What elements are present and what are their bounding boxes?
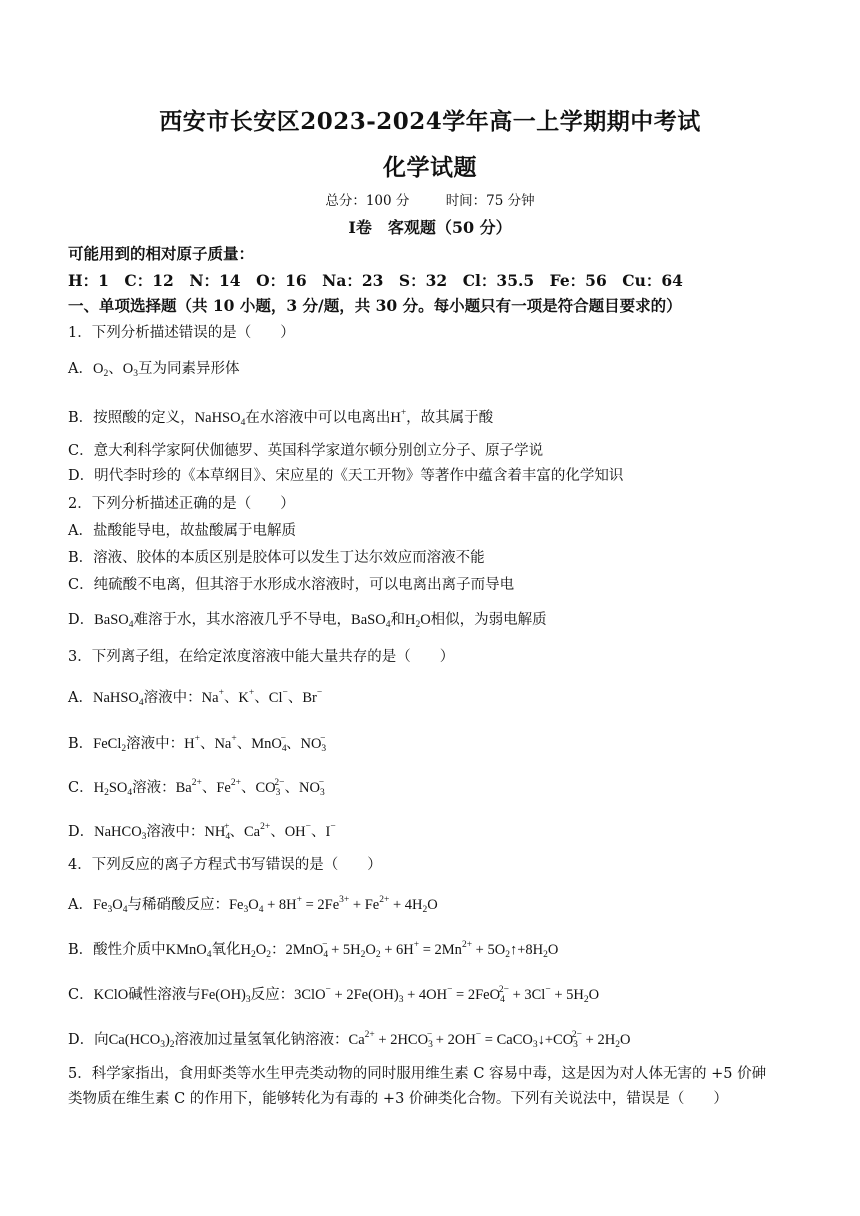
exam-meta — [0, 189, 860, 209]
total-score: 总分：100 分 — [325, 193, 410, 209]
q4-option-d: D．向$Ca(HCO_3)_2$溶液加过量氢氧化钠溶液：$Ca^{2+} + 2HCO_3^- + 2OH^-$ = $CaCO_3↓+CO_3^{2-} + 2H_2O$ — [68, 1030, 631, 1050]
q5-line1: 5．科学家指出，食用虾类等水生甲壳类动物的同时服用维生素 C 容易中毒，这是因为对人体无害的 +5 价砷 — [68, 1066, 767, 1082]
exam-title: 西安市长安区2023-2024学年高一上学期期中考试 — [159, 108, 701, 135]
section1-heading: 一、单项选择题（共 10 小题，3 分/题，共 30 分。每小题只有一项是符合题目要求的） — [68, 296, 682, 315]
exam-time: 时间：75 分钟 — [445, 193, 535, 209]
q4-option-c: C．KClO碱性溶液与$Fe(OH)_3$反应：$3ClO^- + 2Fe(OH)_3 + 4OH^- = 2FeO_4^{2-} + 3Cl^- + 5H_2O$ — [68, 985, 600, 1005]
q3-option-a: A．NaHSO$_4$溶液中：Na+、K+、Cl−、Br− — [68, 688, 323, 708]
part-heading: Ⅰ卷 客观题（50 分） — [348, 218, 512, 237]
q1-option-d: D．明代李时珍的《本草纲目》、宋应星的《天工开物》等著作中蕴含着丰富的化学知识 — [68, 468, 624, 484]
q2-option-c: C．纯硫酸不电离，但其溶于水形成水溶液时，可以电离出离子而导电 — [68, 577, 515, 593]
q3-option-c: C．$H_2SO_4$溶液：$Ba^{2+}$、$Fe^{2+}$、$CO_3^{2-}$、$NO_3^-$ — [68, 778, 325, 798]
q3-stem: 3．下列离子组，在给定浓度溶液中能大量共存的是（ ） — [68, 649, 455, 665]
q2-option-a: A．盐酸能导电，故盐酸属于电解质 — [68, 523, 296, 539]
q1-stem: 1．下列分析描述错误的是（ ） — [68, 325, 295, 341]
q4-option-a: A．$Fe_3O_4$与稀硝酸反应：$Fe_3O_4 + 8H^+ = 2Fe^{3+} + Fe^{2+} + 4H_2O$ — [68, 895, 438, 915]
q2-stem: 2．下列分析描述正确的是（ ） — [68, 496, 295, 512]
q3-option-d: D．NaHCO$_3$溶液中：$NH_4^+$、$Ca^{2+}$、OH−、I− — [68, 822, 336, 842]
q4-stem: 4．下列反应的离子方程式书写错误的是（ ） — [68, 857, 382, 873]
exam-subtitle: 化学试题 — [383, 154, 477, 181]
q1-option-a: A．$O_2$、$O_3$互为同素异形体 — [68, 361, 240, 379]
atomic-mass-heading: 可能用到的相对原子质量： — [68, 244, 255, 263]
q2-option-b: B．溶液、胶体的本质区别是胶体可以发生丁达尔效应而溶液不能 — [68, 550, 485, 566]
atomic-mass-values: H：1 C：12 N：14 O：16 Na：23 S：32 Cl：35.5 Fe：56 Cu：64 — [68, 271, 683, 290]
q1-option-b: B．按照酸的定义，NaHSO$_4$在水溶液中可以电离出H+，故其属于酸 — [68, 408, 494, 428]
q4-option-b: B．酸性介质中KMnO$_4$氧化$H_2O_2$：$2MnO_4^- + 5H_2O_2 + 6H^+ = 2Mn^{2+}$ + $5O_2↑+8H_2O$ — [68, 940, 559, 960]
q3-option-b: B．FeCl$_2$溶液中：H+、Na+、MnO$_4$−、$NO_3^-$ — [68, 734, 327, 754]
q1-option-c: C．意大利科学家阿伏伽德罗、英国科学家道尔顿分别创立分子、原子学说 — [68, 443, 544, 459]
q2-option-d: D．BaSO$_4$难溶于水，其水溶液几乎不导电，BaSO$_4$和$H_2O$相似，为弱电解质 — [68, 612, 547, 630]
q5-line2: 类物质在维生素 C 的作用下，能够转化为有毒的 +3 价砷类化合物。下列有关说法中，错误是（ ） — [68, 1091, 728, 1107]
